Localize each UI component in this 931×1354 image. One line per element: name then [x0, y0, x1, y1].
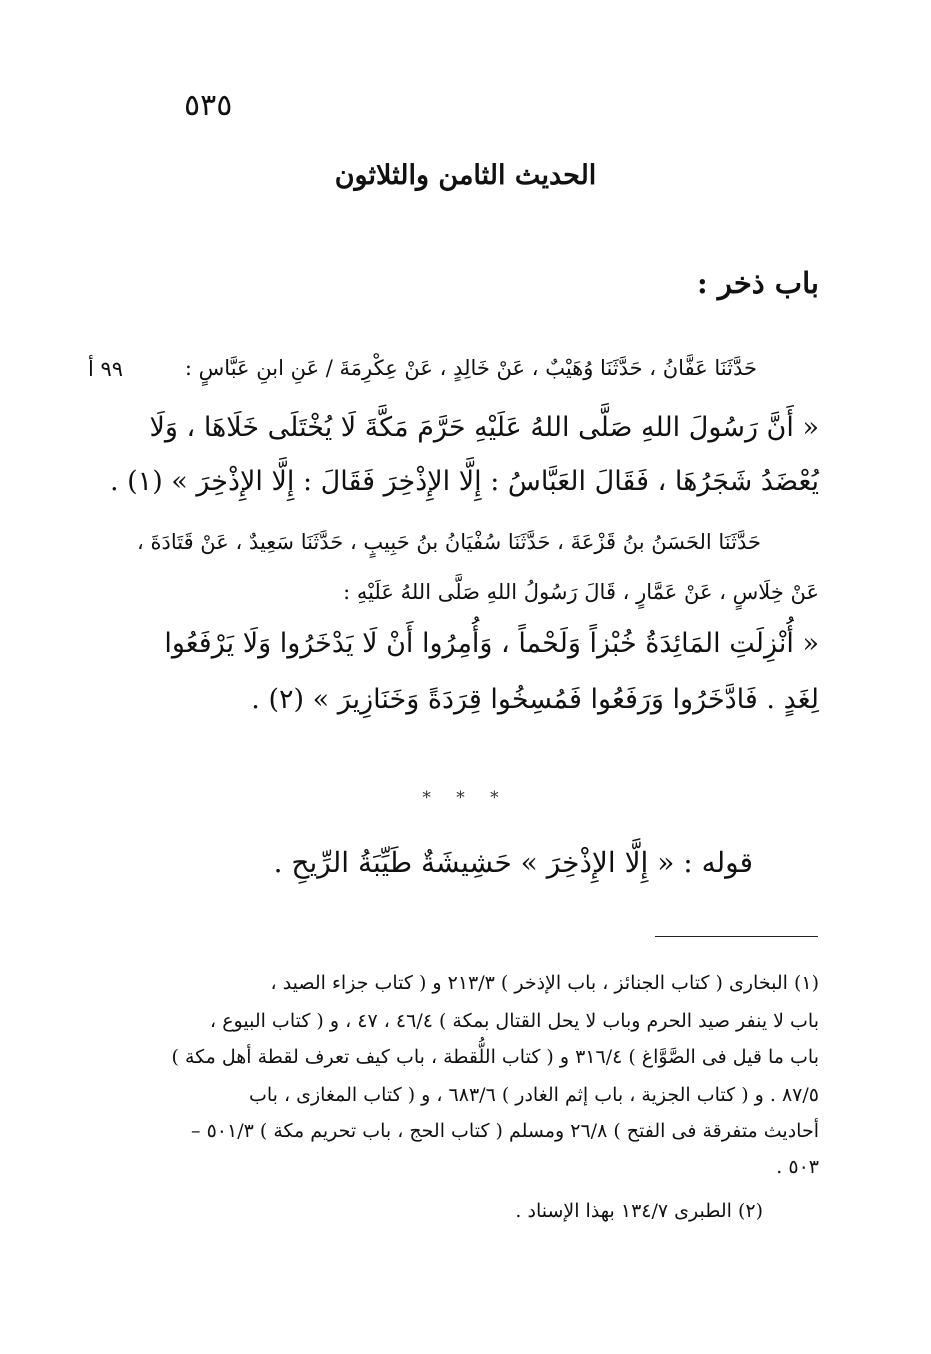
- footnote-1-line-2: باب لا ينفر صيد الحرم وباب لا يحل القتال بمكة ) ٤٦/٤ ، ٤٧ ، و ( كتاب البيوع ،: [210, 1010, 819, 1032]
- footnote-1-line-4: ٨٧/٥ . و ( كتاب الجزية ، باب إثم الغادر ) ٦٨٣/٦ ، و ( كتاب المغازى ، باب: [248, 1084, 819, 1106]
- section-separator: * * *: [422, 788, 509, 808]
- hadith-2-isnad-line-2: عَنْ خِلَاسٍ ، عَنْ عَمَّارٍ ، قَالَ رَسُولُ اللهِ صَلَّى اللهُ عَلَيْهِ :: [343, 580, 819, 604]
- hadith-1-matn-line-2: يُعْضَدُ شَجَرُهَا ، فَقَالَ العَبَّاسُ : إِلَّا الإِذْخِرَ فَقَالَ : إِلَّا الإِذْخِرَ » (١) .: [109, 466, 819, 497]
- hadith-1-matn-line-1: « أَنَّ رَسُولَ اللهِ صَلَّى اللهُ عَلَيْهِ حَرَّمَ مَكَّةَ لَا يُخْتَلَى خَلَاهَا ، وَلَا: [149, 412, 819, 443]
- footnote-rule: [655, 936, 818, 937]
- footnote-2: (٢) الطبرى ١٣٤/٧ بهذا الإسناد .: [515, 1200, 763, 1222]
- hadith-2-matn-line-2: لِغَدٍ . فَادَّخَرُوا وَرَفَعُوا فَمُسِخُوا قِرَدَةً وَخَنَازِيرَ » (٢) .: [251, 684, 819, 715]
- manuscript-folio-note: ٩٩ أ: [88, 357, 124, 381]
- footnote-1-line-3: باب ما قيل فى الصَّوَّاغ ) ٣١٦/٤ و ( كتاب اللُّقطة ، باب كيف تعرف لقطة أهل مكة ): [171, 1046, 819, 1068]
- hadith-2-matn-line-1: « أُنْزِلَتِ المَائِدَةُ خُبْزاً وَلَحْماً ، وَأُمِرُوا أَنْ لَا يَدْخَرُوا وَلَا يَرْفَعُوا: [164, 628, 819, 659]
- hadith-2-isnad-line-1: حَدَّثَنَا الحَسَنُ بنُ قَزْعَةَ ، حَدَّثَنَا سُفْيَانُ بنُ حَبِيبٍ ، حَدَّثَنَا سَعِيدٌ ، عَنْ قَتَادَةَ ،: [137, 530, 761, 554]
- page-number: ٥٣٥: [184, 88, 233, 123]
- footnote-1-line-5: أحاديث متفرقة فى الفتح ) ٢٦/٨ ومسلم ( كتاب الحج ، باب تحريم مكة ) ٥٠١/٣ –: [191, 1120, 819, 1142]
- footnote-1-line-1: (١) البخارى ( كتاب الجنائز ، باب الإذخر ) ٢١٣/٣ و ( كتاب جزاء الصيد ،: [270, 972, 819, 994]
- footnote-1-line-6: ٥٠٣ .: [776, 1156, 819, 1178]
- chapter-title: الحديث الثامن والثلاثون: [334, 160, 597, 191]
- hadith-1-isnad: حَدَّثَنَا عَفَّانُ ، حَدَّثَنَا وُهَيْبٌ ، عَنْ خَالِدٍ ، عَنْ عِكْرِمَةَ / عَنِ ابنِ عَبَّاسٍ :: [184, 356, 757, 380]
- commentary: قوله : « إِلَّا الإِذْخِرَ » حَشِيشَةٌ طَيِّبَةُ الرِّيحِ .: [273, 846, 753, 879]
- section-heading: باب ذخر :: [697, 266, 819, 300]
